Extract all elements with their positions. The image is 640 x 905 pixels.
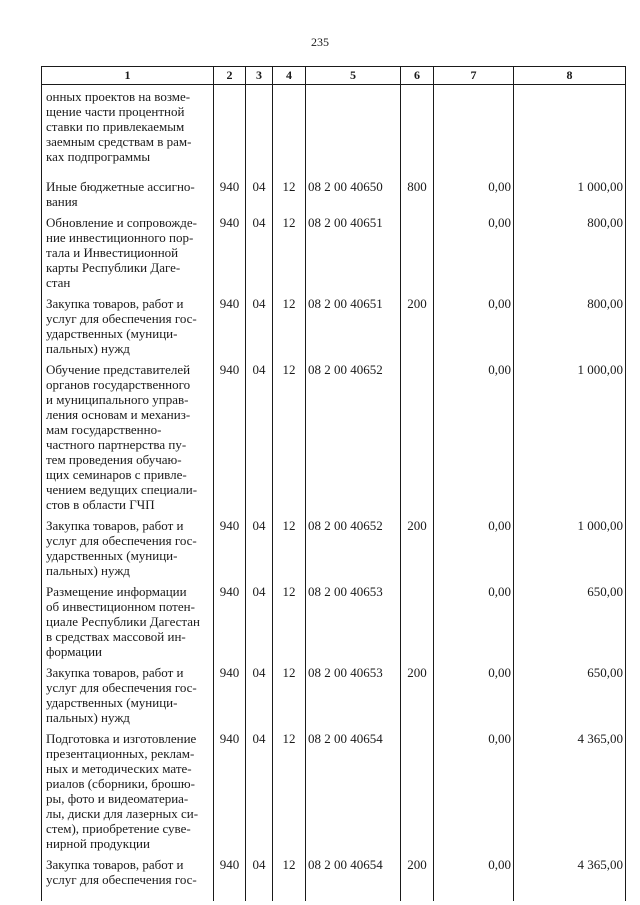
- amount-col7-cell: 0,00: [434, 659, 514, 725]
- subsection-cell: 12: [273, 851, 306, 901]
- row-name-cell: Закупка товаров, работ и услуг для обеспечения гос- ударственных (муници- пальных) нужд: [42, 659, 214, 725]
- table-row: [42, 173, 626, 209]
- column-header: 7: [434, 67, 514, 85]
- table-row: [42, 659, 626, 725]
- section-cell: 04: [246, 725, 273, 851]
- column-header: 5: [306, 67, 401, 85]
- section-cell: 04: [246, 173, 273, 209]
- section-cell: 04: [246, 356, 273, 512]
- amount-col8-cell: 800,00: [514, 290, 626, 356]
- column-header: 6: [401, 67, 434, 85]
- row-name-cell: Обучение представителей органов государственного и муниципального управ- ления основам и механиз- мам государственно- частного партнерства пу- тем проведения обучаю- щих семинаров с привле- чением ведущих специали- стов в области ГЧП: [42, 356, 214, 512]
- amount-col8-cell: 1 000,00: [514, 512, 626, 578]
- column-header: 8: [514, 67, 626, 85]
- budget-table: [41, 66, 626, 901]
- section-cell: [246, 85, 273, 173]
- target-article-cell: 08 2 00 40654: [306, 851, 401, 901]
- admin-code-cell: 940: [214, 356, 246, 512]
- amount-col8-cell: 4 365,00: [514, 851, 626, 901]
- subsection-cell: 12: [273, 173, 306, 209]
- target-article-cell: 08 2 00 40652: [306, 512, 401, 578]
- amount-col7-cell: [434, 85, 514, 173]
- expense-type-cell: 200: [401, 290, 434, 356]
- target-article-cell: 08 2 00 40650: [306, 173, 401, 209]
- column-header: 4: [273, 67, 306, 85]
- subsection-cell: 12: [273, 290, 306, 356]
- target-article-cell: 08 2 00 40651: [306, 209, 401, 290]
- target-article-cell: 08 2 00 40654: [306, 725, 401, 851]
- admin-code-cell: 940: [214, 209, 246, 290]
- table-row: [42, 85, 626, 173]
- target-article-cell: 08 2 00 40653: [306, 578, 401, 659]
- expense-type-cell: [401, 85, 434, 173]
- subsection-cell: 12: [273, 356, 306, 512]
- target-article-cell: [306, 85, 401, 173]
- amount-col7-cell: 0,00: [434, 578, 514, 659]
- table-row: [42, 725, 626, 851]
- amount-col7-cell: 0,00: [434, 173, 514, 209]
- amount-col7-cell: 0,00: [434, 512, 514, 578]
- target-article-cell: 08 2 00 40653: [306, 659, 401, 725]
- expense-type-cell: 200: [401, 659, 434, 725]
- amount-col8-cell: 1 000,00: [514, 173, 626, 209]
- column-header: 1: [42, 67, 214, 85]
- table-row: [42, 512, 626, 578]
- amount-col8-cell: 800,00: [514, 209, 626, 290]
- expense-type-cell: 800: [401, 173, 434, 209]
- row-name-cell: Закупка товаров, работ и услуг для обеспечения гос- ударственных (муници- пальных) нужд: [42, 512, 214, 578]
- row-name-cell: Закупка товаров, работ и услуг для обеспечения гос-: [42, 851, 214, 901]
- amount-col7-cell: 0,00: [434, 356, 514, 512]
- column-header: 3: [246, 67, 273, 85]
- section-cell: 04: [246, 659, 273, 725]
- amount-col8-cell: 1 000,00: [514, 356, 626, 512]
- section-cell: 04: [246, 851, 273, 901]
- subsection-cell: [273, 85, 306, 173]
- expense-type-cell: [401, 725, 434, 851]
- admin-code-cell: 940: [214, 725, 246, 851]
- section-cell: 04: [246, 290, 273, 356]
- subsection-cell: 12: [273, 578, 306, 659]
- expense-type-cell: [401, 209, 434, 290]
- admin-code-cell: 940: [214, 578, 246, 659]
- amount-col8-cell: 650,00: [514, 578, 626, 659]
- target-article-cell: 08 2 00 40651: [306, 290, 401, 356]
- table-body: [42, 85, 626, 901]
- expense-type-cell: 200: [401, 851, 434, 901]
- section-cell: 04: [246, 578, 273, 659]
- row-name-cell: онных проектов на возме- щение части процентной ставки по привлекаемым заемным средствам в рам- ках подпрограммы: [42, 85, 214, 173]
- admin-code-cell: [214, 85, 246, 173]
- amount-col8-cell: 4 365,00: [514, 725, 626, 851]
- table-row: [42, 356, 626, 512]
- admin-code-cell: 940: [214, 290, 246, 356]
- table-header-row: [42, 67, 626, 85]
- expense-type-cell: [401, 356, 434, 512]
- admin-code-cell: 940: [214, 173, 246, 209]
- row-name-cell: Обновление и сопровожде- ние инвестиционного пор- тала и Инвестиционной карты Республики Даге- стан: [42, 209, 214, 290]
- admin-code-cell: 940: [214, 512, 246, 578]
- admin-code-cell: 940: [214, 851, 246, 901]
- table-row: [42, 578, 626, 659]
- column-header: 2: [214, 67, 246, 85]
- admin-code-cell: 940: [214, 659, 246, 725]
- row-name-cell: Иные бюджетные ассигно- вания: [42, 173, 214, 209]
- amount-col7-cell: 0,00: [434, 209, 514, 290]
- row-name-cell: Закупка товаров, работ и услуг для обеспечения гос- ударственных (муници- пальных) нужд: [42, 290, 214, 356]
- subsection-cell: 12: [273, 209, 306, 290]
- table-row: [42, 851, 626, 901]
- amount-col8-cell: [514, 85, 626, 173]
- amount-col7-cell: 0,00: [434, 725, 514, 851]
- section-cell: 04: [246, 209, 273, 290]
- section-cell: 04: [246, 512, 273, 578]
- subsection-cell: 12: [273, 512, 306, 578]
- table-row: [42, 290, 626, 356]
- row-name-cell: Размещение информации об инвестиционном потен- циале Республики Дагестан в средствах массовой ин- формации: [42, 578, 214, 659]
- expense-type-cell: 200: [401, 512, 434, 578]
- table-row: [42, 209, 626, 290]
- amount-col8-cell: 650,00: [514, 659, 626, 725]
- page-number: 235: [311, 35, 329, 49]
- target-article-cell: 08 2 00 40652: [306, 356, 401, 512]
- subsection-cell: 12: [273, 725, 306, 851]
- amount-col7-cell: 0,00: [434, 290, 514, 356]
- amount-col7-cell: 0,00: [434, 851, 514, 901]
- row-name-cell: Подготовка и изготовление презентационных, реклам- ных и методических мате- риалов (сборники, брошю- ры, фото и видеоматериа- лы, диски для лазерных си- стем), приобретение суве- нирной продукции: [42, 725, 214, 851]
- subsection-cell: 12: [273, 659, 306, 725]
- expense-type-cell: [401, 578, 434, 659]
